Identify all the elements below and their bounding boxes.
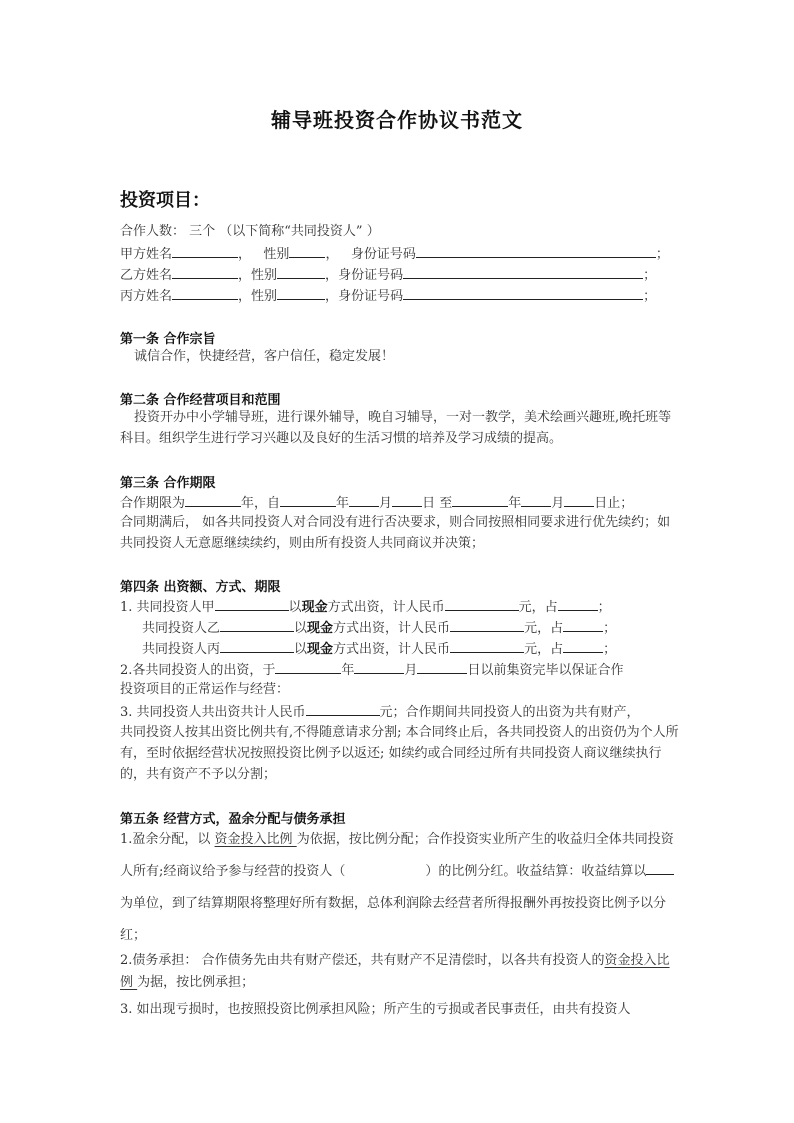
- text: 年: [508, 496, 522, 511]
- contribution-row-bing: [142, 638, 616, 660]
- amount-field[interactable]: [450, 638, 524, 653]
- text: 日止；: [594, 496, 634, 511]
- text: 以: [294, 621, 308, 636]
- article-2-heading: 第二条 合作经营项目和范围: [120, 393, 281, 408]
- text: 2.各共同投资人的出资，于: [120, 663, 276, 678]
- punct: ；: [643, 268, 657, 283]
- text: 为据，按比例承担；: [137, 975, 255, 990]
- article-3-term-line: [120, 492, 633, 514]
- text: 共同投资人乙: [142, 621, 221, 636]
- amount-field[interactable]: [445, 596, 519, 611]
- text: 3. 共同投资人共出资共计人民币: [120, 705, 306, 720]
- partner-count-line: 合作人数： 三个 （以下简称“共同投资人” ）: [120, 224, 380, 239]
- article-4-item-2-cont: 投资项目的正常运作与经营：: [120, 682, 290, 697]
- article-5-item-1: [120, 824, 680, 952]
- id-number-field[interactable]: [403, 264, 643, 279]
- settlement-unit-field[interactable]: [646, 860, 674, 875]
- end-month-field[interactable]: [521, 492, 551, 507]
- id-number-field[interactable]: [403, 285, 643, 300]
- share-field[interactable]: [558, 596, 598, 611]
- name-field[interactable]: [172, 264, 238, 279]
- amount-field[interactable]: [450, 617, 524, 632]
- party-row-jia: 甲方姓名 ， 性别 ， 身份证号码 ；: [120, 243, 669, 265]
- contributor-field[interactable]: [220, 638, 294, 653]
- end-day-field[interactable]: [564, 492, 594, 507]
- text: 月: [551, 496, 565, 511]
- party-row-yi: 乙方姓名 ，性别 ，身份证号码 ；: [120, 264, 656, 286]
- text: 2.债务承担： 合作债务先由共有财产偿还，共有财产不足清偿时，以各共有投资人的: [120, 953, 605, 968]
- text: 年: [336, 496, 350, 511]
- name-label: 乙方姓名: [120, 268, 173, 283]
- section-heading-investment-project: 投资项目：: [120, 190, 210, 211]
- text: ）的比例分红。收益结算：收益结算以: [425, 864, 647, 879]
- article-1-heading: 第一条 合作宗旨: [120, 332, 216, 347]
- contribution-row-jia: [120, 596, 611, 618]
- punct: ；: [603, 642, 617, 657]
- article-5-item-3: 3. 如出现亏损时，也按照投资比例承担风险；所产生的亏损或者民事责任，由共有投资人: [120, 1002, 631, 1017]
- text: 年: [341, 663, 355, 678]
- punct: ；: [603, 621, 617, 636]
- id-label: 身份证号码: [338, 289, 404, 304]
- text: 日以前集资完毕以保证合作: [467, 663, 624, 678]
- text: 日 至: [422, 496, 453, 511]
- cash-label: 现金: [307, 621, 334, 636]
- text: 月: [379, 496, 393, 511]
- total-amount-field[interactable]: [306, 701, 380, 716]
- party-row-bing: 丙方姓名 ，性别 ，身份证号码 ；: [120, 285, 656, 307]
- name-label: 丙方姓名: [120, 289, 173, 304]
- deadline-day-field[interactable]: [417, 659, 467, 674]
- term-years-field[interactable]: [185, 492, 241, 507]
- contributor-field[interactable]: [220, 617, 294, 632]
- text: 1. 共同投资人甲: [120, 600, 215, 615]
- article-4-item-3: [120, 701, 640, 723]
- punct: ；: [597, 600, 611, 615]
- text: 元；合作期间共同投资人的出资为共有财产，: [379, 705, 640, 720]
- deadline-year-field[interactable]: [275, 659, 341, 674]
- gender-label: 性别: [263, 247, 290, 262]
- article-4-item-2: [120, 659, 623, 681]
- gender-field[interactable]: [289, 243, 325, 258]
- article-5-heading: 第五条 经营方式，盈余分配与债务承担: [120, 812, 346, 827]
- text: 年，自: [241, 496, 281, 511]
- text: 方式出资，计人民币: [333, 621, 451, 636]
- text: 元，占: [518, 600, 558, 615]
- article-3-heading: 第三条 合作期限: [120, 476, 216, 491]
- gender-label: 性别: [251, 268, 278, 283]
- contributor-field[interactable]: [215, 596, 289, 611]
- text: 元，占: [524, 621, 564, 636]
- id-label: 身份证号码: [350, 247, 416, 262]
- text: 为依据，按比例分配；合作投资实业所产生的收益归全体共同投资人所有;经商议给予参与经营的投资人（: [120, 832, 674, 879]
- article-4-item-3-cont: 共同投资人按其出资比例共有,不得随意请求分割; 本合同终止后，各共同投资人的出资仍为个人所有，至时依据经营状况按照投资比例予以返还; 如续约或合同经过所有共同投资人商议继续执行的，共有资产不予以分割；: [120, 725, 679, 782]
- punct: ；: [643, 289, 657, 304]
- start-day-field[interactable]: [392, 492, 422, 507]
- start-month-field[interactable]: [349, 492, 379, 507]
- text: 共同投资人丙: [142, 642, 221, 657]
- name-field[interactable]: [172, 243, 238, 258]
- gender-field[interactable]: [277, 285, 325, 300]
- article-1-text: 诚信合作，快捷经营，客户信任，稳定发展！: [134, 349, 395, 364]
- contribution-row-yi: [142, 617, 616, 639]
- text: 方式出资，计人民币: [327, 600, 445, 615]
- end-year-field[interactable]: [452, 492, 508, 507]
- text: 月: [404, 663, 418, 678]
- start-year-field[interactable]: [280, 492, 336, 507]
- deadline-month-field[interactable]: [354, 659, 404, 674]
- text: 以: [288, 600, 302, 615]
- text: 元，占: [524, 642, 564, 657]
- text: 以: [294, 642, 308, 657]
- share-field[interactable]: [563, 638, 603, 653]
- cash-label: 现金: [307, 642, 334, 657]
- name-field[interactable]: [172, 285, 238, 300]
- document-title: 辅导班投资合作协议书范文: [271, 108, 523, 132]
- article-5-item-2: [120, 950, 680, 994]
- share-field[interactable]: [563, 617, 603, 632]
- article-4-heading: 第四条 出资额、方式、期限: [120, 580, 281, 595]
- text: 方式出资，计人民币: [333, 642, 451, 657]
- underlined-basis: 资金投入比例: [120, 953, 670, 990]
- id-label: 身份证号码: [338, 268, 404, 283]
- underlined-basis: 资金投入比例: [214, 832, 297, 847]
- text: 合作期限为: [120, 496, 186, 511]
- punct: ；: [655, 247, 669, 262]
- id-number-field[interactable]: [416, 243, 656, 258]
- text: 1.盈余分配，以: [120, 832, 215, 847]
- article-2-text: 投资开办中小学辅导班，进行课外辅导，晚自习辅导，一对一教学，美术绘画兴趣班,晚托班等科目。组织学生进行学习兴趣以及良好的生活习惯的培养及学习成绩的提高。: [120, 410, 672, 446]
- article-3-renewal-text: 合同期满后， 如各共同投资人对合同没有进行否决要求，则合同按照相同要求进行优先续约；如共同投资人无意愿继续续约，则由所有投资人共同商议并决策；: [120, 515, 671, 551]
- name-label: 甲方姓名: [120, 247, 173, 262]
- gender-field[interactable]: [277, 264, 325, 279]
- gender-label: 性别: [251, 289, 278, 304]
- text: 为单位，到了结算期限将整理好所有数据，总体利润除去经营者所得报酬外再按投资比例予以分红；: [120, 896, 667, 943]
- cash-label: 现金: [301, 600, 328, 615]
